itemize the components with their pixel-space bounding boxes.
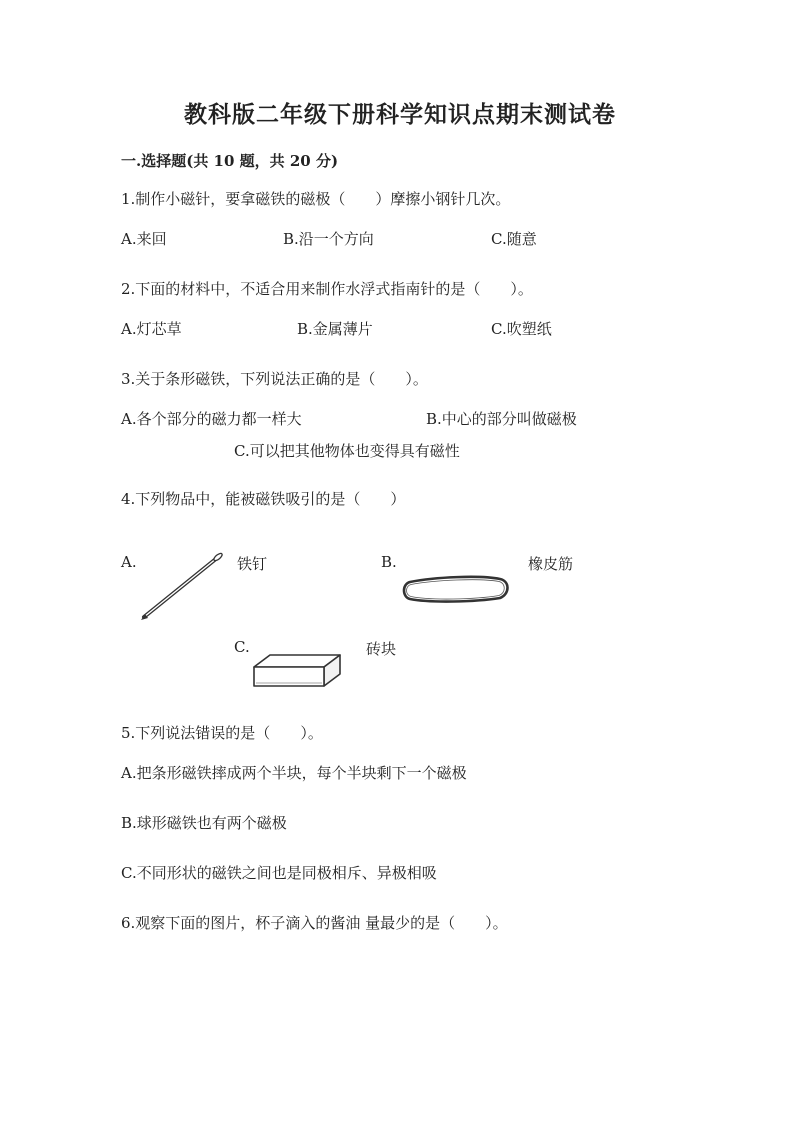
question-2-stem: 2.下面的材料中，不适合用来制作水浮式指南针的是（ ）。 bbox=[121, 280, 533, 298]
question-5-stem: 5.下列说法错误的是（ ）。 bbox=[121, 724, 323, 742]
question-4-option-b-label: 橡皮筋 bbox=[528, 555, 574, 573]
question-4-option-c-label: 砖块 bbox=[366, 640, 397, 658]
question-3-option-b: B.中心的部分叫做磁极 bbox=[426, 410, 577, 428]
rubber-band-icon bbox=[400, 572, 512, 606]
nail-icon bbox=[138, 548, 228, 623]
page-title: 教科版二年级下册科学知识点期末测试卷 bbox=[184, 101, 616, 128]
question-5-option-c: C.不同形状的磁铁之间也是同极相斥、异极相吸 bbox=[121, 864, 437, 882]
question-3-stem: 3.关于条形磁铁，下列说法正确的是（ ）。 bbox=[121, 370, 428, 388]
question-1-option-a: A.来回 bbox=[121, 230, 167, 248]
question-1-option-b: B.沿一个方向 bbox=[283, 230, 374, 248]
question-4-option-a-letter: A. bbox=[121, 553, 137, 571]
question-5-option-a: A.把条形磁铁摔成两个半块，每个半块剩下一个磁极 bbox=[121, 764, 467, 782]
question-5-option-b: B.球形磁铁也有两个磁极 bbox=[121, 814, 287, 832]
question-1-option-c: C.随意 bbox=[491, 230, 537, 248]
question-4-stem: 4.下列物品中，能被磁铁吸引的是（ ） bbox=[121, 490, 406, 508]
question-1-stem: 1.制作小磁针，要拿磁铁的磁极（ ）摩擦小钢针几次。 bbox=[121, 190, 511, 208]
question-3-option-c: C.可以把其他物体也变得具有磁性 bbox=[234, 442, 460, 460]
question-4-option-c-letter: C. bbox=[234, 638, 250, 656]
question-2-option-b: B.金属薄片 bbox=[297, 320, 373, 338]
question-2-option-a: A.灯芯草 bbox=[121, 320, 182, 338]
brick-icon bbox=[250, 652, 345, 692]
question-4-option-a-label: 铁钉 bbox=[237, 555, 268, 573]
section-heading: 一.选择题(共 10 题，共 20 分) bbox=[121, 152, 339, 170]
question-4-option-b-letter: B. bbox=[381, 553, 397, 571]
question-6-stem: 6.观察下面的图片，杯子滴入的酱油 量最少的是（ ）。 bbox=[121, 914, 508, 932]
question-3-option-a: A.各个部分的磁力都一样大 bbox=[121, 410, 302, 428]
question-2-option-c: C.吹塑纸 bbox=[491, 320, 552, 338]
